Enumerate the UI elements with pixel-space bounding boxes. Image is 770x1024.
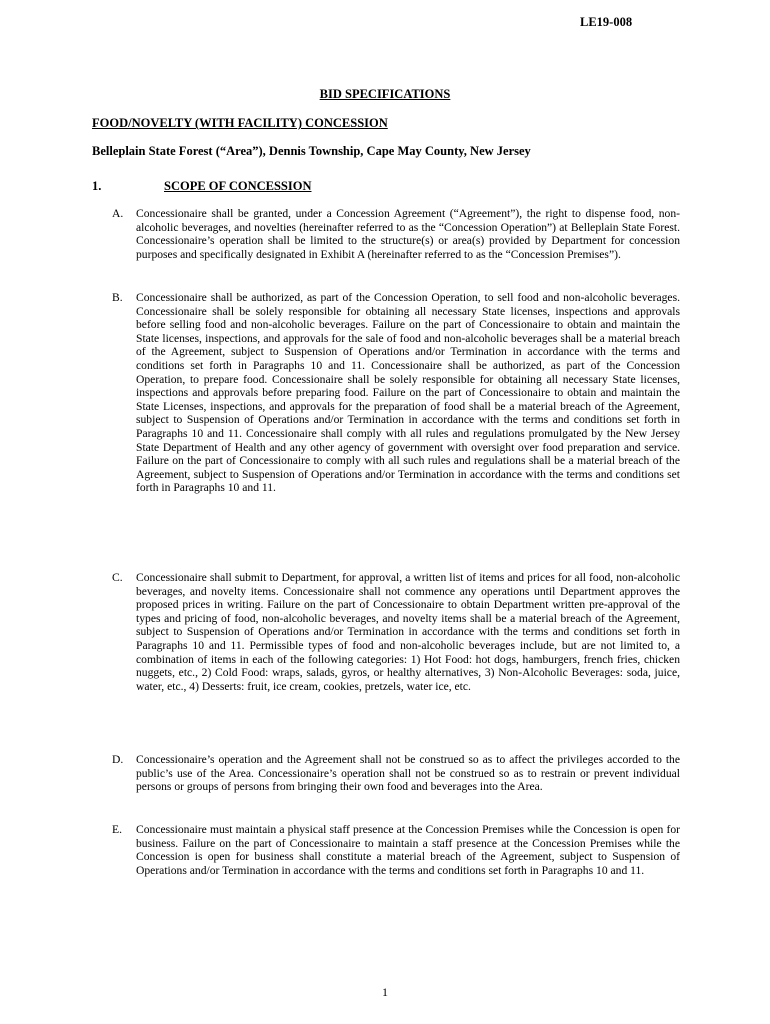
item-text: Concessionaire shall be granted, under a Concession Agreement (“Agreement”), the right to dispense food, non-alcoholic beverages, and novelties (hereinafter referred to as the “Concession Operation”) at Belleplain State Forest. Concessionaire’s operation shall be limited to the structure(s) or area(s) provided by Department for concession purposes and specifically designated in Exhibit A (hereinafter referred to as the “Concession Premises”). — [136, 207, 680, 261]
item-text: Concessionaire must maintain a physical staff presence at the Concession Premises while the Concession is open for business. Failure on the part of Concessionaire to maintain a staff presence at the Concession Premises while the Concession is open for business shall constitute a material breach of the Agreement, subject to Suspension of Operations and/or Termination in accordance with the terms and conditions set forth in Paragraphs 10 and 11. — [136, 823, 680, 877]
page-title: BID SPECIFICATIONS — [319, 87, 451, 101]
item-letter: E. — [112, 823, 122, 836]
item-text: Concessionaire shall be authorized, as part of the Concession Operation, to sell food and non-alcoholic beverages. Concessionaire shall be solely responsible for obtaining all necessary State licenses, inspections and approvals before selling food and non-alcoholic beverages. Failure on the part of Concessionaire to obtain and maintain the State licenses, inspections, and approvals for the sale of food and non-alcoholic beverages shall be a material breach of the Agreement, subject to Suspension of Operations and/or Termination in accordance with the terms and conditions set forth in Paragraphs 10 and 11. Concessionaire shall be authorized, as part of the Concession Operation, to prepare food. Concessionaire shall be solely responsible for obtaining all necessary State licenses, inspections and approvals before preparing food. Failure on the part of Concessionaire to obtain and maintain the State Licenses, inspections, and approvals for the preparation of food shall be a material breach of the Agreement, subject to Suspension of Operations and/or Termination in accordance with the terms and conditions set forth in Paragraphs 10 and 11. Concessionaire shall comply with all rules and regulations promulgated by the New Jersey State Department of Health and any other agency of government with oversight over food preparation and service. Failure on the part of Concessionaire to comply with all such rules and regulations shall be a material breach of the Agreement, subject to Suspension of Operations and/or Termination in accordance with the terms and conditions set forth in Paragraphs 10 and 11. — [136, 291, 680, 495]
scope-item-d — [112, 753, 680, 794]
scope-item-b — [112, 291, 680, 495]
scope-item-c — [112, 571, 680, 693]
item-letter: B. — [112, 291, 123, 304]
item-text: Concessionaire’s operation and the Agreement shall not be construed so as to affect the privileges accorded to the public’s use of the Area. Concessionaire’s operation shall not be construed so as to restrain or prevent individual persons or groups of persons from bringing their own food and beverages into the Area. — [136, 753, 680, 794]
item-text: Concessionaire shall submit to Department, for approval, a written list of items and prices for all food, non-alcoholic beverages, and novelty items. Concessionaire shall not commence any operations until Department approves the proposed prices in writing. Failure on the part of Concessionaire to obtain Department written pre-approval of the types and pricing of food, non-alcoholic beverages, and novelty items shall be a material breach of the Agreement, subject to Suspension of Operations and/or Termination in accordance with the terms and conditions set forth in Paragraphs 10 and 11. Permissible types of food and non-alcoholic beverages include, but are not limited to, a combination of items in each of the following categories: 1) Hot Food: hot dogs, hamburgers, french fries, chicken nuggets, etc., 2) Cold Food: wraps, salads, gyros, or healthy alternatives, 3) Non-Alcoholic Beverages: soda, juice, water, etc., 4) Desserts: fruit, ice cream, cookies, pretzels, water ice, etc. — [136, 571, 680, 693]
item-letter: A. — [112, 207, 124, 220]
scope-item-a — [112, 207, 680, 261]
item-letter: C. — [112, 571, 123, 584]
concession-subtitle: FOOD/NOVELTY (WITH FACILITY) CONCESSION — [92, 116, 388, 130]
item-letter: D. — [112, 753, 124, 766]
section-title: SCOPE OF CONCESSION — [164, 179, 312, 193]
scope-item-e — [112, 823, 680, 877]
page-number: 1 — [382, 985, 388, 999]
section-number: 1. — [92, 179, 102, 193]
location-line: Belleplain State Forest (“Area”), Dennis Township, Cape May County, New Jersey — [92, 144, 531, 158]
document-id: LE19-008 — [580, 15, 633, 29]
